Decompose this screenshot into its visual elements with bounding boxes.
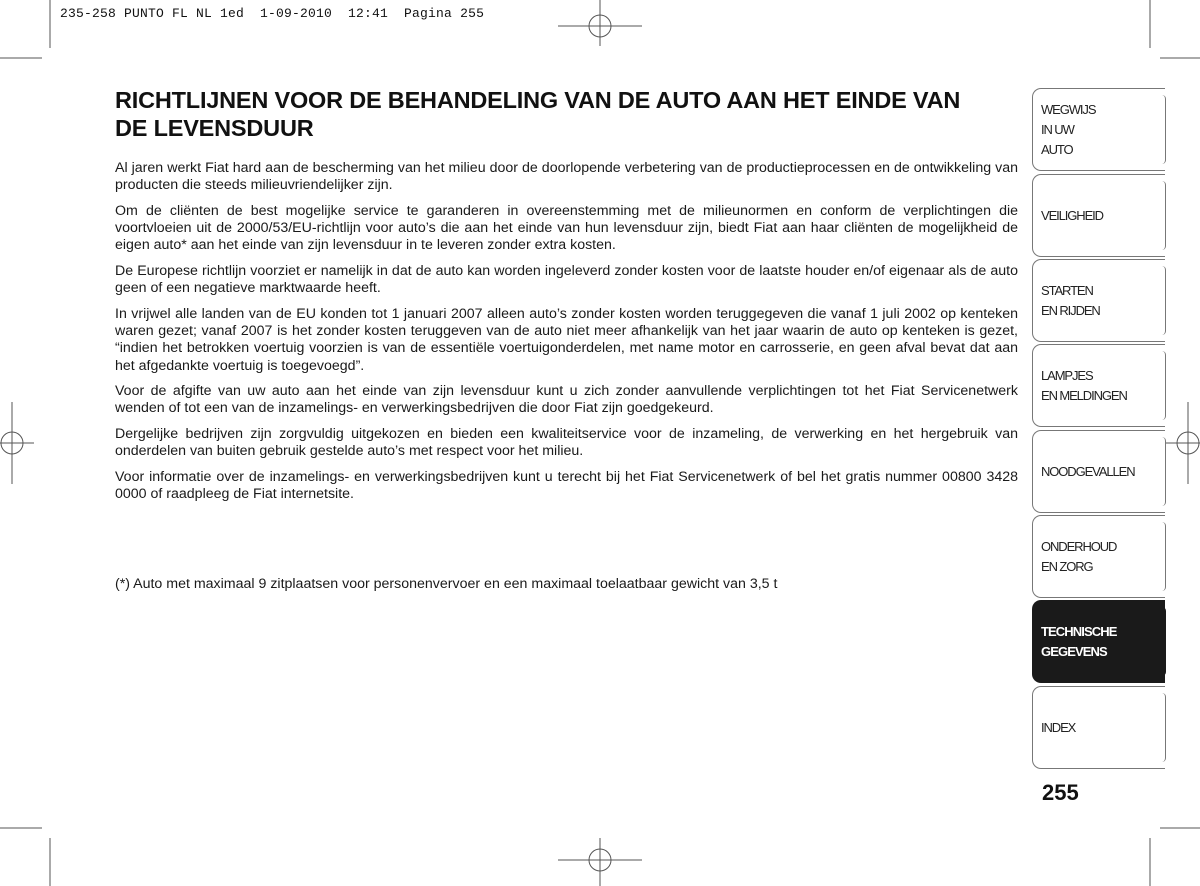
body-text — [115, 160, 1018, 512]
tab-veiligheid[interactable] — [1032, 174, 1165, 257]
paragraph: In vrijwel alle landen van de EU konden tot 1 januari 2007 alleen auto’s zonder kosten worden teruggegeven die vanaf 1 juli 2002 op kenteken waren gezet; vanaf 2007 is het zonder kosten teruggeven van de auto niet meer afhankelijk van het jaar waarin de auto op kenteken is gezet, “indien het betrokken voertuig voorzien is van de essentiële voertuigonderdelen, met name motor en carrosserie, en geen afval bevat dat aan het afgedankte voertuig is toegevoegd”. — [115, 305, 1018, 374]
page-number: 255 — [1042, 780, 1079, 805]
paragraph: Voor de afgifte van uw auto aan het einde van zijn levensduur kunt u zich zonder aanvullende verplichtingen tot het Fiat Servicenetwerk wenden of tot een van de inzamelings- en verwerkingsbedrijven die door Fiat zijn goedgekeurd. — [115, 383, 1018, 417]
registration-mark-bottom — [558, 838, 642, 886]
tab-label: NOODGEVALLEN — [1041, 463, 1135, 479]
tab-label: LAMPJES EN MELDINGEN — [1041, 367, 1127, 403]
paragraph: Dergelijke bedrijven zijn zorgvuldig uitgekozen en bieden een kwaliteitservice voor de inzameling, de verwerking en het hergebruik van onderdelen van buiten gebruik gestelde auto’s met respect voor het milieu. — [115, 426, 1018, 460]
tab-label: STARTEN EN RIJDEN — [1041, 282, 1100, 318]
print-slug-header: 235-258 PUNTO FL NL 1ed 1-09-2010 12:41 Pagina 255 — [60, 6, 485, 21]
tab-label: TECHNISCHE GEGEVENS — [1041, 623, 1117, 659]
tab-label: ONDERHOUD EN ZORG — [1041, 538, 1117, 574]
tab-label: VEILIGHEID — [1041, 207, 1103, 223]
paragraph: Al jaren werkt Fiat hard aan de bescherming van het milieu door de doorlopende verbetering van de productieprocessen en de ontwikkeling van producten die steeds milieuvriendelijker zijn. — [115, 160, 1018, 194]
tab-label: WEGWIJS IN UW AUTO — [1041, 101, 1096, 157]
paragraph: Voor informatie over de inzamelings- en verwerkingsbedrijven kunt u terecht bij het Fiat Servicenetwerk of bel het gratis nummer 00800 3428 0000 of raadpleeg de Fiat internetsite. — [115, 469, 1018, 503]
registration-mark-right — [1166, 402, 1200, 484]
paragraph: De Europese richtlijn voorziet er namelijk in dat de auto kan worden ingeleverd zonder kosten voor de laatste houder en/of eigenaar als de auto geen of een negatieve marktwaarde heeft. — [115, 263, 1018, 297]
tab-wegwijs-in-uw-auto[interactable] — [1032, 88, 1165, 171]
tab-onderhoud-en-zorg[interactable] — [1032, 515, 1165, 598]
footnote: (*) Auto met maximaal 9 zitplaatsen voor personenvervoer en een maximaal toelaatbaar gewicht van 3,5 t — [115, 576, 778, 592]
tab-index[interactable] — [1032, 686, 1165, 769]
tab-noodgevallen[interactable] — [1032, 430, 1165, 513]
registration-mark-left — [0, 402, 34, 484]
tab-label: INDEX — [1041, 719, 1076, 735]
page-title: RICHTLIJNEN VOOR DE BEHANDELING VAN DE AUTO AAN HET EINDE VAN DE LEVENSDUUR — [115, 87, 961, 141]
paragraph: Om de cliënten de best mogelijke service te garanderen in overeenstemming met de milieunormen en conform de verplichtingen die voortvloeien uit de 2000/53/EU-richtlijn voor auto’s die aan het einde van hun levensduur zijn, biedt Fiat aan haar cliënten de mogelijkheid de eigen auto* aan het einde van zijn levensduur in te leveren zonder extra kosten. — [115, 202, 1018, 254]
tab-starten-en-rijden[interactable] — [1032, 259, 1165, 342]
tab-lampjes-en-meldingen[interactable] — [1032, 344, 1165, 427]
tab-technische-gegevens[interactable] — [1032, 600, 1165, 683]
registration-mark-top — [558, 0, 642, 46]
